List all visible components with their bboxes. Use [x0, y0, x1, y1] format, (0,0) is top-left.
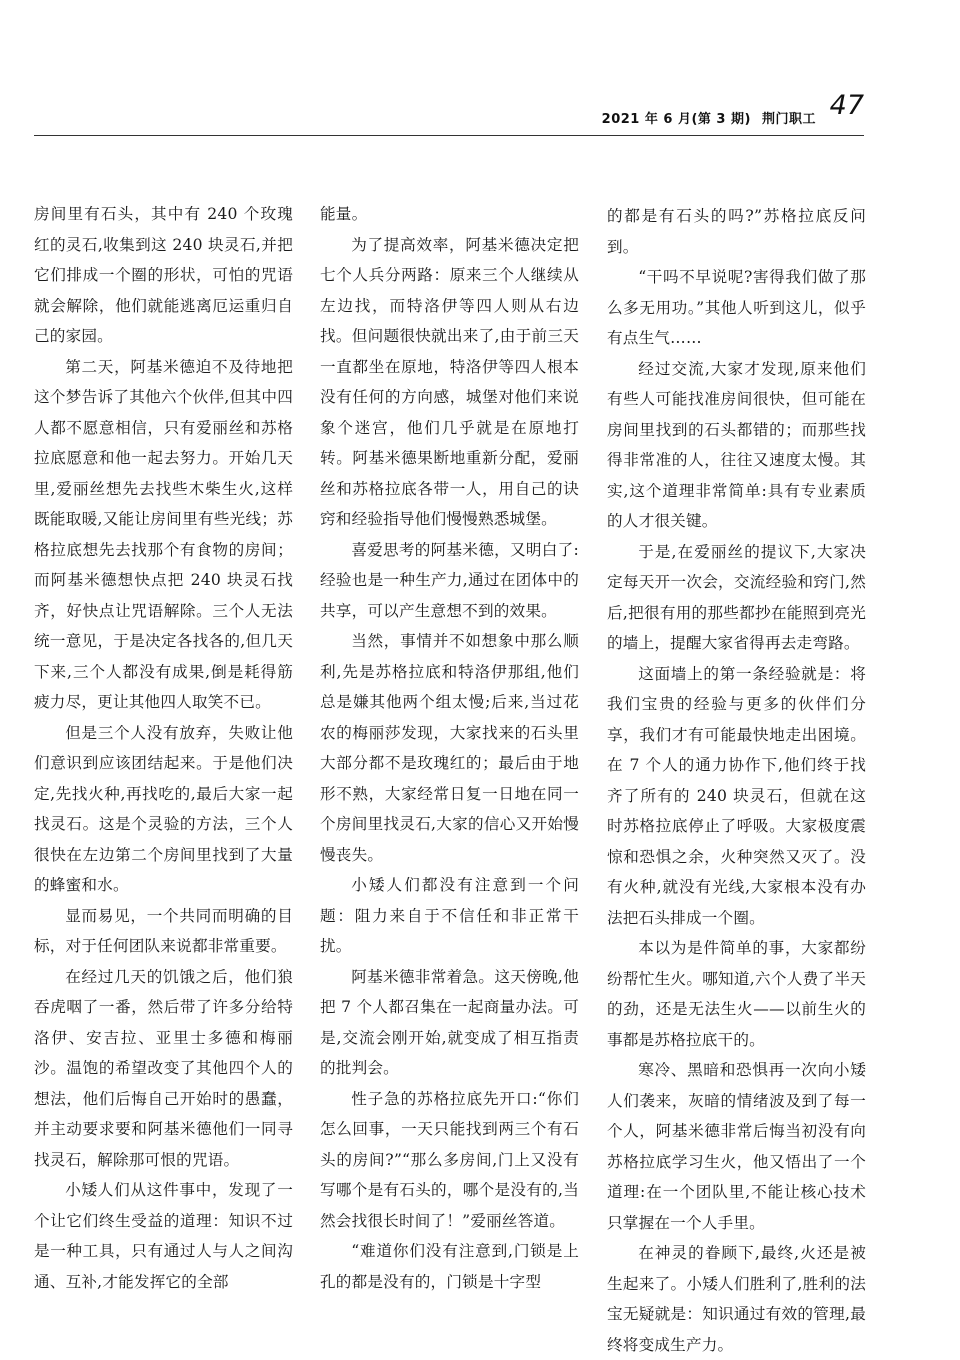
paragraph: “难道你们没有注意到,门锁是上孔的都是没有的，门锁是十字型	[320, 1242, 579, 1291]
paragraph: 小矮人们都没有注意到一个问题：阻力来自于不信任和非正常干扰。	[320, 876, 579, 955]
text-column-2	[320, 199, 579, 1297]
header-journal-name: 荆门职工	[761, 112, 816, 127]
header-issue-info	[596, 108, 816, 127]
paragraph: 房间里有石头，其中有 240 个玫瑰红的灵石,收集到这 240 块灵石,并把它们排成一个圈的形状，可怕的咒语就会解除，他们就能逃离厄运重归自己的家园。	[34, 205, 293, 345]
paragraph: 喜爱思考的阿基米德，又明白了:经验也是一种生产力,通过在团体中的共享，可以产生意想不到的效果。	[320, 540, 579, 620]
header-issue: 2021 年 6 月(第 3 期)	[601, 112, 751, 127]
paragraph: 性子急的苏格拉底先开口:“你们怎么回事，一天只能找到两三个有石头的房间?”“那么多房间,门上又没有写哪个是有石头的，哪个是没有的,当然会找很长时间了！”爱丽丝答道。	[320, 1089, 579, 1230]
header-rule	[34, 135, 864, 136]
paragraph: 为了提高效率，阿基米德决定把七个人兵分两路：原来三个人继续从左边找，而特洛伊等四人则从右边找。但问题很快就出来了,由于前三天一直都坐在原地，特洛伊等四人根本没有任何的方向感，城堡对他们来说象个迷宫，他们几乎就是在原地打转。阿基米德果断地重新分配，爱丽丝和苏格拉底各带一人，用自己的诀窍和经验指导他们慢慢熟悉城堡。	[320, 235, 579, 528]
paragraph: 但是三个人没有放弃，失败让他们意识到应该团结起来。于是他们决定,先找火种,再找吃的,最后大家一起找灵石。这是个灵验的方法，三个人很快在左边第二个房间里找到了大量的蜂蜜和水。	[34, 723, 293, 894]
page-number: 47	[829, 90, 864, 121]
paragraph: 在经过几天的饥饿之后，他们狼吞虎咽了一番，然后带了许多分给特洛伊、安吉拉、亚里士多德和梅丽沙。温饱的希望改变了其他四个人的想法，他们后悔自己开始时的愚蠢，并主动要求要和阿基米德他们一同寻找灵石，解除那可恨的咒语。	[34, 967, 293, 1169]
paragraph: 这面墙上的第一条经验就是：将我们宝贵的经验与更多的伙伴们分享，我们才有可能最快地走出困境。在 7 个人的通力协作下,他们终于找齐了所有的 240 块灵石，但就在这时苏格拉底停止了呼吸。大家极度震惊和恐惧之余，火种突然又灭了。没有火种,就没有光线,大家根本没有办法把石头排成一个圈。	[607, 664, 866, 927]
paragraph: 本以为是件简单的事，大家都纷纷帮忙生火。哪知道,六个人费了半天的劲，还是无法生火——以前生火的事都是苏格拉底干的。	[607, 939, 866, 1049]
paragraph: 经过交流,大家才发现,原来他们有些人可能找准房间很快，但可能在房间里找到的石头都错的；而那些找得非常准的人，往往又速度太慢。其实,这个道理非常简单:具有专业素质的人才很关键。	[607, 359, 866, 530]
paragraph: 显而易见，一个共同而明确的目标，对于任何团队来说都非常重要。	[34, 906, 293, 955]
text-column-1	[34, 199, 293, 1297]
page-header	[34, 86, 864, 136]
paragraph: 当然，事情并不如想象中那么顺利,先是苏格拉底和特洛伊那组,他们总是嫌其他两个组太慢;后来,当过花农的梅丽莎发现，大家找来的石头里大部分都不是玫瑰红的；最后由于地形不熟，大家经常日复一日地在同一个房间里找灵石,大家的信心又开始慢慢丧失。	[320, 632, 579, 864]
paragraph: “干吗不早说呢?害得我们做了那么多无用功。”其他人听到这儿，似乎有点生气……	[607, 268, 866, 347]
paragraph: 小矮人们从这件事中，发现了一个让它们终生受益的道理：知识不过是一种工具，只有通过人与人之间沟通、互补,才能发挥它的全部	[34, 1181, 293, 1291]
paragraph: 于是,在爱丽丝的提议下,大家决定每天开一次会，交流经验和窍门,然后,把很有用的那些都抄在能照到亮光的墙上，提醒大家省得再去走弯路。	[607, 542, 866, 652]
paragraph: 在神灵的眷顾下,最终,火还是被生起来了。小矮人们胜利了,胜利的法宝无疑就是：知识通过有效的管理,最终将变成生产力。	[607, 1244, 866, 1354]
paragraph: 能量。	[320, 205, 368, 223]
text-column-3	[607, 201, 866, 1360]
paragraph: 第二天，阿基米德迫不及待地把这个梦告诉了其他六个伙伴,但其中四人都不愿意相信，只有爱丽丝和苏格拉底愿意和他一起去努力。开始几天里,爱丽丝想先去找些木柴生火,这样既能取暖,又能让房间里有些光线；苏格拉底想先去找那个有食物的房间；而阿基米德想快点把 240 块灵石找齐，好快点让咒语解除。三个人无法统一意见，于是决定各找各的,但几天下来,三个人都没有成果,倒是耗得筋疲力尽，更让其他四人取笑不已。	[34, 357, 293, 711]
paragraph: 的都是有石头的吗?”苏格拉底反问到。	[607, 207, 866, 256]
paragraph: 阿基米德非常着急。这天傍晚,他把 7 个人都召集在一起商量办法。可是,交流会刚开始,就变成了相互指责的批判会。	[320, 967, 579, 1077]
paragraph: 寒冷、黑暗和恐惧再一次向小矮人们袭来，灰暗的情绪波及到了每一个人，阿基米德非常后悔当初没有向苏格拉底学习生火，他又悟出了一个道理:在一个团队里,不能让核心技术只掌握在一个人手里。	[607, 1061, 866, 1232]
